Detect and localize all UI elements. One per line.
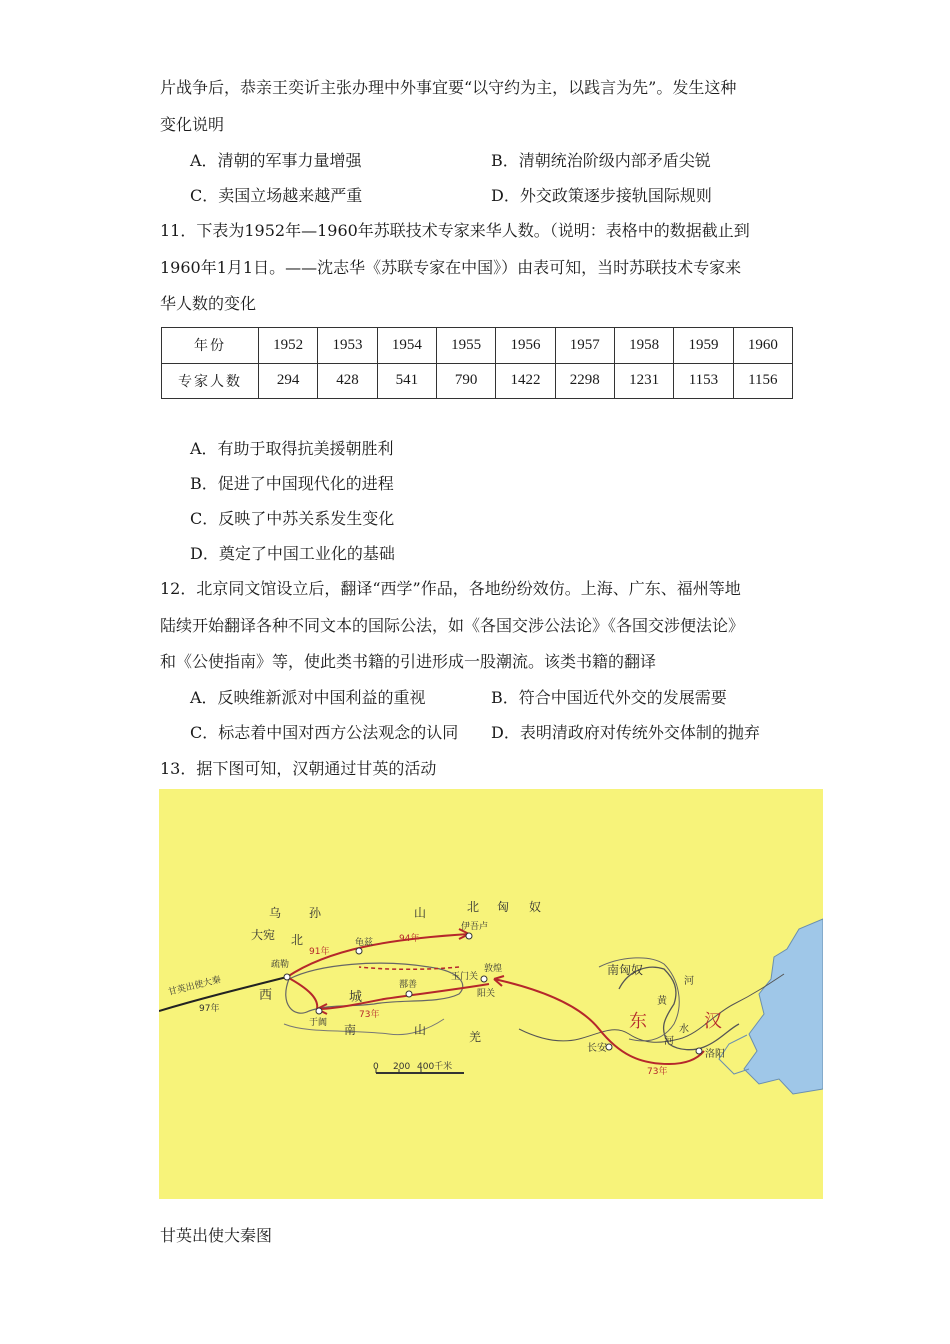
table-cell: 1153 <box>674 363 733 399</box>
label-xiong: 匈 <box>497 900 510 914</box>
shanshan-marker <box>406 991 412 997</box>
q11-option-d[interactable]: D．奠定了中国工业化的基础 <box>190 544 395 563</box>
label-year97: 97年 <box>199 1004 220 1014</box>
q11-stem-line1: 11．下表为1952年—1960年苏联技术专家来华人数。（说明：表格中的数据截止到 <box>160 221 750 240</box>
label-year91: 91年 <box>309 947 330 957</box>
label-huang: 黄 <box>657 996 667 1007</box>
label-year73a: 73年 <box>359 1010 380 1020</box>
yutian-marker <box>316 1008 322 1014</box>
scale-label-200: 200 <box>393 1062 411 1072</box>
label-wu: 乌 <box>269 906 282 920</box>
label-chang-an: 长安 <box>587 1043 607 1054</box>
label-nanxiongnu: 南匈奴 <box>607 963 644 977</box>
luoyang-marker <box>696 1048 702 1054</box>
q10-option-c[interactable]: C．卖国立场越来越严重 <box>190 186 363 205</box>
label-dayuan: 大宛 <box>251 928 276 942</box>
table-cell: 1156 <box>733 363 792 399</box>
table-cell: 2298 <box>555 363 614 399</box>
map-svg <box>159 789 823 1199</box>
table-cell: 790 <box>436 363 495 399</box>
table-row-counts <box>162 363 793 399</box>
table-cell: 428 <box>318 363 377 399</box>
label-sun: 孙 <box>309 906 322 920</box>
label-bei2: 北 <box>291 933 304 947</box>
label-cheng: 城 <box>349 990 363 1005</box>
map-caption: 甘英出使大秦图 <box>160 1226 273 1245</box>
q10-option-d[interactable]: D．外交政策逐步接轨国际规则 <box>491 186 712 205</box>
q12-stem-line1: 12．北京同文馆设立后，翻译“西学”作品，各地纷纷效仿。上海、广东、福州等地 <box>160 579 741 598</box>
label-year94: 94年 <box>399 934 420 944</box>
scale-label-0: 0 <box>373 1062 379 1072</box>
q12-option-b[interactable]: B．符合中国近代外交的发展需要 <box>491 688 727 707</box>
q12-stem-line3: 和《公使指南》等，使此类书籍的引进形成一股潮流。该类书籍的翻译 <box>160 652 657 671</box>
qiuci-marker <box>356 948 362 954</box>
label-year73b: 73年 <box>647 1067 668 1077</box>
table-header-year: 年份 <box>162 328 259 364</box>
label-shui: 水 <box>679 1024 689 1035</box>
label-dong: 东 <box>629 1011 647 1032</box>
table-cell: 1422 <box>496 363 555 399</box>
q10-stem-line1: 片战争后，恭亲王奕䜣主张办理中外事宜要“以守约为主，以践言为先”。发生这种 <box>160 78 737 97</box>
table-cell: 1957 <box>555 328 614 364</box>
label-bei: 北 <box>467 900 480 914</box>
gan-ying-map <box>159 789 823 1199</box>
q11-option-c[interactable]: C．反映了中苏关系发生变化 <box>190 509 395 528</box>
table-cell: 1959 <box>674 328 733 364</box>
q11-stem-line2: 1960年1月1日。——沈志华《苏联专家在中国》）由表可知，当时苏联技术专家来 <box>160 258 742 277</box>
label-nu: 奴 <box>529 900 542 914</box>
label-shan-south: 山 <box>414 1023 427 1037</box>
label-he2: 河 <box>664 1036 674 1047</box>
label-nan: 南 <box>344 1023 357 1037</box>
label-yiwulu: 伊吾卢 <box>461 922 489 932</box>
label-qiuci: 龟兹 <box>355 938 374 948</box>
q13-stem: 13．据下图可知，汉朝通过甘英的活动 <box>160 759 437 778</box>
label-yutian: 于阗 <box>309 1018 328 1028</box>
label-luoyang: 洛阳 <box>705 1049 725 1060</box>
q11-option-a[interactable]: A．有助于取得抗美援朝胜利 <box>190 439 394 458</box>
table-cell: 1955 <box>436 328 495 364</box>
label-qiang: 羌 <box>469 1030 482 1044</box>
expert-table <box>161 327 793 399</box>
table-cell: 1231 <box>614 363 673 399</box>
table-cell: 294 <box>259 363 318 399</box>
table-cell: 1952 <box>259 328 318 364</box>
q10-option-b[interactable]: B．清朝统治阶级内部矛盾尖锐 <box>491 151 711 170</box>
label-dunhuang: 敦煌 <box>484 964 503 974</box>
dunhuang-marker <box>481 976 487 982</box>
label-xi: 西 <box>259 988 273 1003</box>
table-cell: 1953 <box>318 328 377 364</box>
label-gan-ying: 甘英出使大秦 <box>167 975 223 998</box>
shule-marker <box>284 974 290 980</box>
q12-option-a[interactable]: A．反映维新派对中国利益的重视 <box>190 688 426 707</box>
table-row-years <box>162 328 793 364</box>
label-shanshan: 鄯善 <box>399 980 418 990</box>
table-header-count: 专家人数 <box>162 363 259 399</box>
q11-option-b[interactable]: B．促进了中国现代化的进程 <box>190 474 394 493</box>
table-cell: 541 <box>377 363 436 399</box>
q10-stem-line2: 变化说明 <box>160 115 225 134</box>
label-he: 河 <box>684 976 694 987</box>
label-shan-north: 山 <box>414 906 427 920</box>
q11-stem-line3: 华人数的变化 <box>160 294 257 313</box>
label-shule: 疏勒 <box>271 960 290 970</box>
label-yumenguan: 玉门关 <box>451 972 479 982</box>
q12-stem-line2: 陆续开始翻译各种不同文本的国际公法，如《各国交涉公法论》《各国交涉便法论》 <box>160 616 745 635</box>
q10-option-a[interactable]: A．清朝的军事力量增强 <box>190 151 362 170</box>
table-cell: 1954 <box>377 328 436 364</box>
table-cell: 1956 <box>496 328 555 364</box>
table-cell: 1958 <box>614 328 673 364</box>
label-yangguan: 阳关 <box>477 989 496 999</box>
label-han: 汉 <box>704 1011 722 1032</box>
q12-option-d[interactable]: D．表明清政府对传统外交体制的抛弃 <box>491 723 760 742</box>
scale-label-400: 400千米 <box>417 1062 453 1072</box>
yiwulu-marker <box>466 933 472 939</box>
table-cell: 1960 <box>733 328 792 364</box>
q12-option-c[interactable]: C．标志着中国对西方公法观念的认同 <box>190 723 459 742</box>
